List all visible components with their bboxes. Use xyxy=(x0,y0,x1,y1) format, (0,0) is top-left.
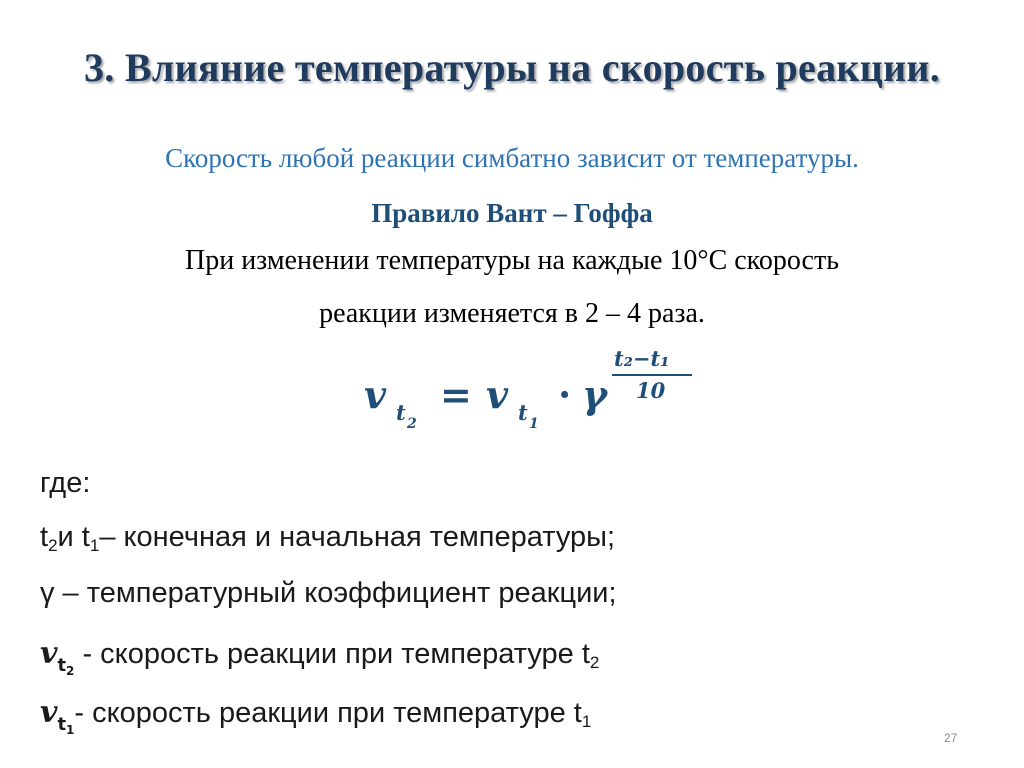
v-symbol: 𝒗 xyxy=(40,636,58,671)
v-subscript-1: 1 xyxy=(66,723,75,737)
formula-equals: = xyxy=(440,372,472,417)
v-subscript-t: t xyxy=(57,714,67,735)
formula-v-right: 𝒗 xyxy=(486,372,509,417)
v-subscript-2: 2 xyxy=(66,664,75,678)
rule-text-line-1: При изменении температуры на каждые 10°С скорость xyxy=(184,245,839,276)
t2-description-subscript: 2 xyxy=(589,653,600,672)
vant-hoff-formula xyxy=(0,346,1024,446)
and-t1-symbol: и t xyxy=(57,521,90,553)
formula-right-sub-1: 1 xyxy=(529,416,539,432)
formula-gamma: γ xyxy=(582,372,608,417)
where-line-v-t2 xyxy=(40,636,600,678)
page-number: 27 xyxy=(944,731,958,745)
v-t1-description: - скорость реакции при температуре t xyxy=(74,697,582,729)
formula-v-left: 𝒗 xyxy=(364,372,387,417)
where-line-temperatures xyxy=(40,521,615,554)
formula-fraction-bar xyxy=(612,374,692,376)
v-subscript-t: t xyxy=(57,655,67,676)
v-t2-description: - скорость реакции при температуре t xyxy=(74,638,590,670)
rule-text-line-2: реакции изменяется в 2 – 4 раза. xyxy=(319,298,705,329)
formula-left-sub-t: t xyxy=(396,400,406,425)
formula-left-sub-2: 2 xyxy=(407,416,417,432)
formula-dot: · xyxy=(558,372,572,417)
rule-title: Правило Вант – Гоффа xyxy=(371,198,653,228)
where-line-gamma: γ – температурный коэффициент реакции; xyxy=(40,577,617,609)
where-label: где: xyxy=(40,467,91,499)
temperatures-description: – конечная и начальная температуры; xyxy=(99,521,616,553)
formula-right-sub-t: t xyxy=(518,400,528,425)
v-subscript xyxy=(57,714,74,735)
where-line-v-t1 xyxy=(40,695,592,737)
t2-subscript: 2 xyxy=(48,536,58,555)
intro-text: Скорость любой реакции симбатно зависит от температуры. xyxy=(165,143,859,173)
slide-title: 3. Влияние температуры на скорость реакции. xyxy=(83,45,941,90)
t1-subscript: 1 xyxy=(89,536,100,555)
v-subscript xyxy=(57,655,74,676)
formula-exponent-denominator: 10 xyxy=(636,378,666,403)
t2-symbol: t xyxy=(40,521,49,553)
v-symbol: 𝒗 xyxy=(40,695,58,730)
formula-exponent-numerator: t₂−t₁ xyxy=(614,346,670,371)
t1-description-subscript: 1 xyxy=(581,712,592,731)
